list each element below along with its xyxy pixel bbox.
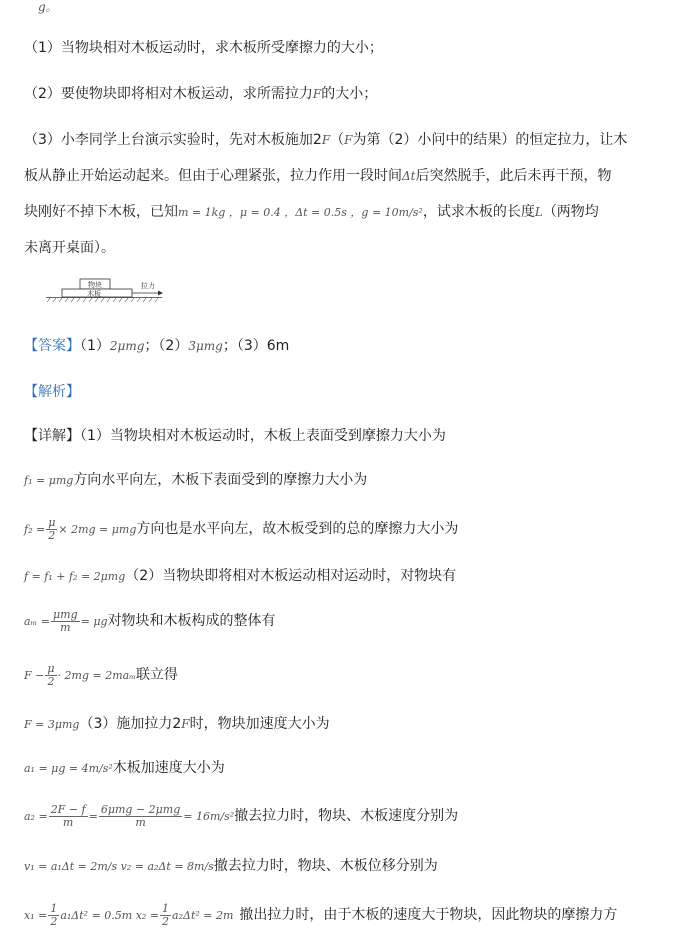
q2-force-symbol: F <box>312 87 322 101</box>
equation-a2-text: 撤去拉力时，物块、木板速度分别为 <box>234 808 459 824</box>
detail-intro <box>24 426 446 446</box>
question-part-3-line-4: 未离开桌面）。 <box>24 240 115 256</box>
equation-F3-text-a: （3）施加拉力2 <box>79 716 182 732</box>
analysis-tag: 【解析】 <box>24 384 80 400</box>
q3-line2-text-b: 后突然脱手，此后未再干预，物 <box>415 168 612 184</box>
equation-am-line <box>24 606 276 637</box>
equation-a2-fraction-1 <box>49 804 88 829</box>
fraction-denominator: 2 <box>48 528 56 542</box>
top-fragment: g。 <box>38 0 58 14</box>
q2-text-b: 的大小； <box>321 86 378 102</box>
question-part-2 <box>24 84 377 104</box>
q3-delta-t: Δt <box>402 169 416 183</box>
equation-F3-line <box>24 714 330 735</box>
equation-f2-line <box>24 514 458 545</box>
fraction-denominator: 2 <box>162 914 170 928</box>
equation-F-lhs: F − <box>24 669 45 682</box>
fraction-numerator: 2F − f <box>50 802 86 816</box>
force-label: 拉力 <box>141 282 155 290</box>
equation-x1-lhs: x₁ = <box>24 909 48 922</box>
fraction-denominator: 2 <box>50 914 58 928</box>
answer-part-3: （3）6m <box>236 338 290 354</box>
equation-x-line <box>24 900 617 931</box>
q3-length-symbol: L <box>534 205 543 219</box>
equation-am-rhs: = μg <box>80 615 108 628</box>
q3-force-symbol-1: F <box>321 133 331 147</box>
answer-sep-1: ； <box>144 338 159 354</box>
answer-part-2-value: 3μmg <box>188 339 223 353</box>
equation-a1-line <box>24 758 225 779</box>
q3-text-b: （ <box>330 132 345 148</box>
q3-line2-text-a: 板从静止开始运动起来。但由于心理紧张，拉力作用一段时间 <box>24 168 402 184</box>
equation-x1-fraction <box>48 903 59 928</box>
fraction-numerator: 6μmg − 2μmg <box>100 802 181 816</box>
equation-F3-force-symbol: F <box>181 717 190 731</box>
detail-tag: 【详解】 <box>24 428 80 444</box>
equation-f1-text: 方向水平向左，木板下表面受到的摩擦力大小为 <box>73 472 368 488</box>
fraction-numerator: μ <box>48 515 56 529</box>
q3-given-values: m = 1kg ，μ = 0.4 ，Δt = 0.5s ，g = 10m/s² <box>178 206 423 219</box>
fraction-denominator: 2 <box>47 674 55 688</box>
equation-x2-rhs: a₂Δt² = 2m <box>172 909 234 922</box>
equation-a2-mid: = <box>88 810 98 823</box>
q3-text-a: （3）小李同学上台演示实验时，先对木板施加2 <box>24 132 322 148</box>
equation-a2-rhs: = 16m/s² <box>183 810 235 823</box>
q3-line3-text-c: （两物均 <box>542 204 599 220</box>
equation-x-text: 撤出拉力时，由于木板的速度大于物块，因此物块的摩擦力方 <box>239 907 618 923</box>
equation-f2-text: 方向也是水平向左，故木板受到的总的摩擦力大小为 <box>136 521 459 537</box>
equation-v-text: 撤去拉力时，物块、木板位移分别为 <box>213 858 438 874</box>
equation-a2-fraction-2 <box>99 804 182 829</box>
equation-am-lhs: aₘ = <box>24 615 51 628</box>
fraction-denominator: m <box>135 815 146 829</box>
q3-line3-text-a: 块刚好不掉下木板，已知 <box>24 204 178 220</box>
answer-part-2-label: （2） <box>158 338 189 354</box>
equation-F-fraction <box>45 663 56 688</box>
answer-sep-2: ； <box>222 338 237 354</box>
board-label: 木板 <box>87 290 101 298</box>
equation-f1: f₁ = μmg <box>24 474 74 487</box>
equation-F-text: 联立得 <box>135 667 178 683</box>
question-part-3-line-2 <box>24 166 612 186</box>
q3-force-symbol-2: F <box>344 133 353 147</box>
answer-line <box>24 336 289 356</box>
equation-x2-fraction <box>160 903 171 928</box>
equation-f2-rhs: × 2mg = μmg <box>58 523 137 536</box>
question-part-3-line-3 <box>24 202 599 223</box>
block-board-diagram <box>44 278 164 308</box>
answer-part-1-label: （1） <box>80 338 110 354</box>
q2-text-a: （2）要使物块即将相对木板运动，求所需拉力 <box>24 86 313 102</box>
equation-x1-rhs: a₁Δt² = 0.5m x₂ = <box>60 909 160 922</box>
equation-F-rhs: · 2mg = 2maₘ <box>57 669 136 682</box>
fraction-denominator: m <box>60 620 71 634</box>
equation-v: v₁ = a₁Δt = 2m/s v₂ = a₂Δt = 8m/s <box>24 860 214 873</box>
question-part-1: （1）当物块相对木板运动时，求木板所受摩擦力的大小； <box>24 40 383 56</box>
equation-F3: F = 3μmg <box>24 718 80 731</box>
equation-a1: a₁ = μg = 4m/s² <box>24 762 113 775</box>
equation-a1-text: 木板加速度大小为 <box>112 760 225 776</box>
equation-f1-line <box>24 470 367 491</box>
equation-a2-line <box>24 800 458 833</box>
pull-arrow <box>132 291 163 296</box>
q3-text-c: 为第（2）小问中的结果）的恒定拉力，让木 <box>352 132 628 148</box>
equation-a2-lhs: a₂ = <box>24 810 48 823</box>
equation-f-line <box>24 566 456 587</box>
fraction-numerator: μmg <box>53 607 78 621</box>
table-surface <box>46 298 162 303</box>
equation-F-line <box>24 660 178 691</box>
fraction-numerator: 1 <box>162 901 170 915</box>
equation-F3-text-b: 时，物块加速度大小为 <box>189 716 330 732</box>
equation-am-text: 对物块和木板构成的整体有 <box>107 613 276 629</box>
equation-f-text: （2）当物块即将相对木板运动相对运动时，对物块有 <box>125 568 457 584</box>
equation-f2-fraction <box>46 517 57 542</box>
equation-f2-lhs: f₂ = <box>24 523 46 536</box>
fraction-numerator: μ <box>47 661 55 675</box>
equation-f: f = f₁ + f₂ = 2μmg <box>24 570 126 583</box>
answer-tag: 【答案】 <box>24 338 80 354</box>
fraction-numerator: 1 <box>50 901 58 915</box>
fraction-denominator: m <box>62 815 74 829</box>
equation-v-line <box>24 856 438 877</box>
block-label: 物块 <box>88 281 102 289</box>
detail-intro-text: （1）当物块相对木板运动时，木板上表面受到摩擦力大小为 <box>80 428 446 444</box>
q3-line3-text-b: ，试求木板的长度 <box>422 204 535 220</box>
question-part-3-line-1 <box>24 130 627 150</box>
equation-am-fraction <box>51 609 80 634</box>
answer-part-1-value: 2μmg <box>109 339 145 353</box>
